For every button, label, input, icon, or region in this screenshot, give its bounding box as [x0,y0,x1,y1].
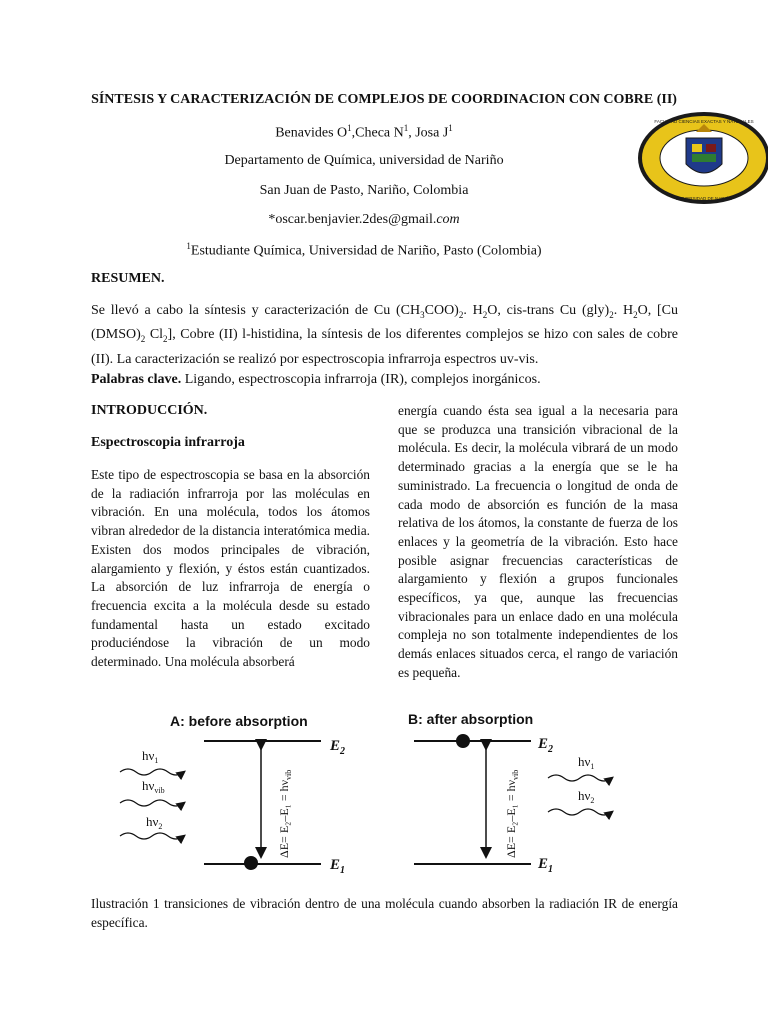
photon-wave-hv1-a [120,769,184,775]
photon-hvvib-label-a: $h\nu_{vib}$ [142,778,165,795]
delta-e-label-a: $\Delta E= E_2-E_1 = h\nu_{vib}$ [277,769,293,858]
keywords [91,372,678,388]
resumen-text: Se llevó a cabo la síntesis y caracterización de Cu $(CH_3COO)_2$. $H_2O$, cis-trans Cu $(gly)_2$. $H_2O$, [Cu $(DMSO)_2$ $Cl_2$], Cobre (II) l-histidina, la síntesis de los diferentes complejos se hizo con sales de cobre (II). La caracterización se realizó por espectroscopia infrarroja espectros uv-vis. [91,303,678,367]
keywords-text: Ligando, espectroscopia infrarroja (IR), complejos inorgánicos. [181,372,541,387]
intro-heading: INTRODUCCIÓN. [91,403,208,418]
photon-wave-hv1-b [548,775,612,781]
email[interactable] [0,212,728,228]
e2-label-a: $E_2$ [330,738,346,757]
photon-hv1-label-b: $h\nu_1$ [578,754,595,771]
author-sup: 1 [347,123,352,133]
panel-a-title: A: before absorption [170,713,308,729]
section-subheading: Espectroscopia infrarroja [91,435,245,450]
seal-top-text: FACULTAD CIENCIAS EXACTAS Y NATURALES [654,119,754,124]
authors-line [0,123,728,142]
affiliation [0,241,728,260]
city: San Juan de Pasto, Nariño, Colombia [259,183,469,198]
author-sup: 1 [403,123,409,133]
vibration-transition-figure [108,708,678,878]
molecule-state-dot-a [244,856,258,870]
e1-label-a: $E_1$ [330,857,346,876]
seal-bottom-text: UNIVERSIDAD DE NARIÑO [675,196,733,201]
author-name: , Josa J [408,125,449,141]
figure-caption: Ilustración 1 transiciones de vibración dentro de una molécula cuando absorben la radiación IR de energía específica. [91,896,678,930]
email-text: *oscar.benjavier.2des@gmail. [268,212,437,227]
keywords-label: Palabras clave. [91,372,182,387]
affil-text: Estudiante Química, Universidad de Nariño, Pasto (Colombia) [190,243,542,259]
author-sup: 1 [448,123,453,133]
intro-right-paragraph: energía cuando ésta sea igual a la necesaria para que se produzca una transición vibracional de la molécula. Es decir, la molécula vibrará de un modo determinado gracias a la energía que se le ha suministrado. La frecuencia o longitud de onda de cada modo de absorción es función de la masa relativa de los átomos, la constante de fuerza de los enlaces y la geometría de la vibración. Esto hace posible asignar frecuencias características de alargamiento y flexión a grupos funcionales específicos, ya que, aunque las frecuencias vibracionales para un enlace dado en una molécula compleja no son totalmente independientes de los demás enlaces situados cerca, el rango de variación es pequeña. [398,403,678,680]
e1-label-b: $E_1$ [538,856,554,875]
photon-wave-hv2-a [120,833,184,839]
photon-hv1-label-a: $h\nu_1$ [142,748,159,765]
photon-wave-hv2-b [548,809,612,815]
resumen-heading: RESUMEN. [91,271,165,286]
department: Departamento de Química, universidad de Nariño [224,153,504,168]
molecule-state-dot-b [456,734,470,748]
paper-title: SÍNTESIS Y CARACTERIZACIÓN DE COMPLEJOS DE COORDINACION CON COBRE (II) [91,92,677,107]
e2-label-b: $E_2$ [538,736,554,755]
university-seal-logo [636,110,768,206]
delta-e-label-b: $\Delta E= E_2-E_1 = h\nu_{vib}$ [504,769,520,858]
photon-wave-hvvib-a [120,800,184,806]
panel-b-title: B: after absorption [408,711,534,727]
photon-hv2-label-a: $h\nu_2$ [146,814,163,831]
author-name: Benavides O [275,125,348,141]
affil-sup: 1 [186,241,191,251]
email-domain: com [436,212,460,227]
author-name: ,Checa N [351,125,404,141]
photon-hv2-label-b: $h\nu_2$ [578,788,595,805]
intro-left-paragraph: Este tipo de espectroscopia se basa en la absorción de la radiación infrarroja por las moléculas en vibración. En una molécula, todos los átomos vibran alrededor de la distancia interatómica media. Existen dos modos principales de vibración, alargamiento y flexión, y éstos están cuantizados. La absorción de luz infrarroja de energía o frecuencia excita a la molécula desde su estado fundamental hasta un estado excitado produciéndose la vibración de un modo determinado. Una molécula absorberá [91,467,370,670]
